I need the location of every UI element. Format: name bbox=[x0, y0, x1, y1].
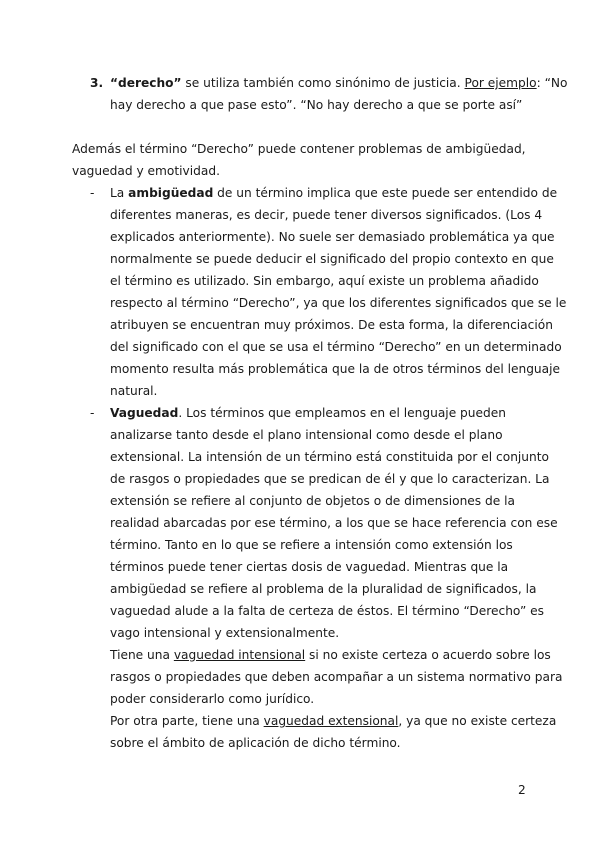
term-vaguedad-intensional: vaguedad intensional bbox=[173, 648, 306, 662]
text-line: respecto al término “Derecho”, ya que los diferentes significados que se le bbox=[110, 296, 567, 310]
text-line: natural. bbox=[110, 384, 158, 398]
term-vaguedad: Vaguedad bbox=[110, 406, 179, 420]
text-line: términos puede tener ciertas dosis de vaguedad. Mientras que la bbox=[110, 560, 509, 574]
term-vaguedad-extensional: vaguedad extensional bbox=[263, 714, 399, 728]
page-number: 2 bbox=[518, 783, 526, 797]
text-line: vaguedad alude a la falta de certeza de éstos. El término “Derecho” es bbox=[110, 604, 544, 618]
text-line: normalmente se puede deducir el significado del propio contexto en que bbox=[110, 252, 554, 266]
text-line: Tiene una vaguedad intensional si no existe certeza o acuerdo sobre los bbox=[110, 648, 551, 662]
list-number: 3. bbox=[90, 76, 104, 90]
text-line: realidad abarcadas por ese término, a los que se hace referencia con ese bbox=[110, 516, 558, 530]
text-line: de rasgos o propiedades que se predican de él y que lo caracterizan. La bbox=[110, 472, 550, 486]
text-line: hay derecho a que pase esto”. “No hay derecho a que se porte así” bbox=[110, 98, 523, 112]
text-line: Por otra parte, tiene una vaguedad extensional, ya que no existe certeza bbox=[110, 714, 557, 728]
text-line: poder considerarlo como jurídico. bbox=[110, 692, 315, 706]
text-line: atribuyen se encuentran muy próximos. De esta forma, la diferenciación bbox=[110, 318, 553, 332]
text-line: término. Tanto en lo que se refiere a intensión como extensión los bbox=[110, 538, 513, 552]
text-line: vaguedad y emotividad. bbox=[72, 164, 220, 178]
list-item-derecho bbox=[110, 72, 568, 116]
text-line: diferentes maneras, es decir, puede tener diversos significados. (Los 4 bbox=[110, 208, 543, 222]
text-line: Vaguedad. Los términos que empleamos en el lenguaje pueden bbox=[110, 406, 506, 420]
text-line: momento resulta más problemática que la de otros términos del lenguaje bbox=[110, 362, 561, 376]
intro-paragraph bbox=[72, 138, 527, 182]
bullet-vaguedad bbox=[110, 402, 563, 754]
text-line: extensión se refiere al conjunto de objetos o de dimensiones de la bbox=[110, 494, 515, 508]
term-ambiguedad: ambigüedad bbox=[128, 186, 214, 200]
text-line: vago intensional y extensionalmente. bbox=[110, 626, 340, 640]
text-line: sobre el ámbito de aplicación de dicho término. bbox=[110, 736, 401, 750]
text-line: del significado con el que se usa el término “Derecho” en un determinado bbox=[110, 340, 562, 354]
text-line: analizarse tanto desde el plano intensional como desde el plano bbox=[110, 428, 503, 442]
text-line: “derecho” se utiliza también como sinónimo de justicia. Por ejemplo: “No bbox=[110, 76, 568, 90]
bullet-ambiguedad bbox=[110, 182, 567, 402]
bullet-marker: - bbox=[90, 186, 95, 200]
text-line: ambigüedad se refiere al problema de la pluralidad de significados, la bbox=[110, 582, 537, 596]
text-line: extensional. La intensión de un término está constituida por el conjunto bbox=[110, 450, 549, 464]
example-label: Por ejemplo bbox=[464, 76, 537, 90]
text-line: La ambigüedad de un término implica que este puede ser entendido de bbox=[110, 186, 558, 200]
text-line: explicados anteriormente). No suele ser demasiado problemática ya que bbox=[110, 230, 555, 244]
bullet-marker: - bbox=[90, 406, 95, 420]
text-line: el término es utilizado. Sin embargo, aquí existe un problema añadido bbox=[110, 274, 539, 288]
text-line: Además el término “Derecho” puede contener problemas de ambigüedad, bbox=[72, 142, 526, 156]
text-line: rasgos o propiedades que deben acompañar a un sistema normativo para bbox=[110, 670, 563, 684]
term-derecho: “derecho” bbox=[110, 76, 182, 90]
